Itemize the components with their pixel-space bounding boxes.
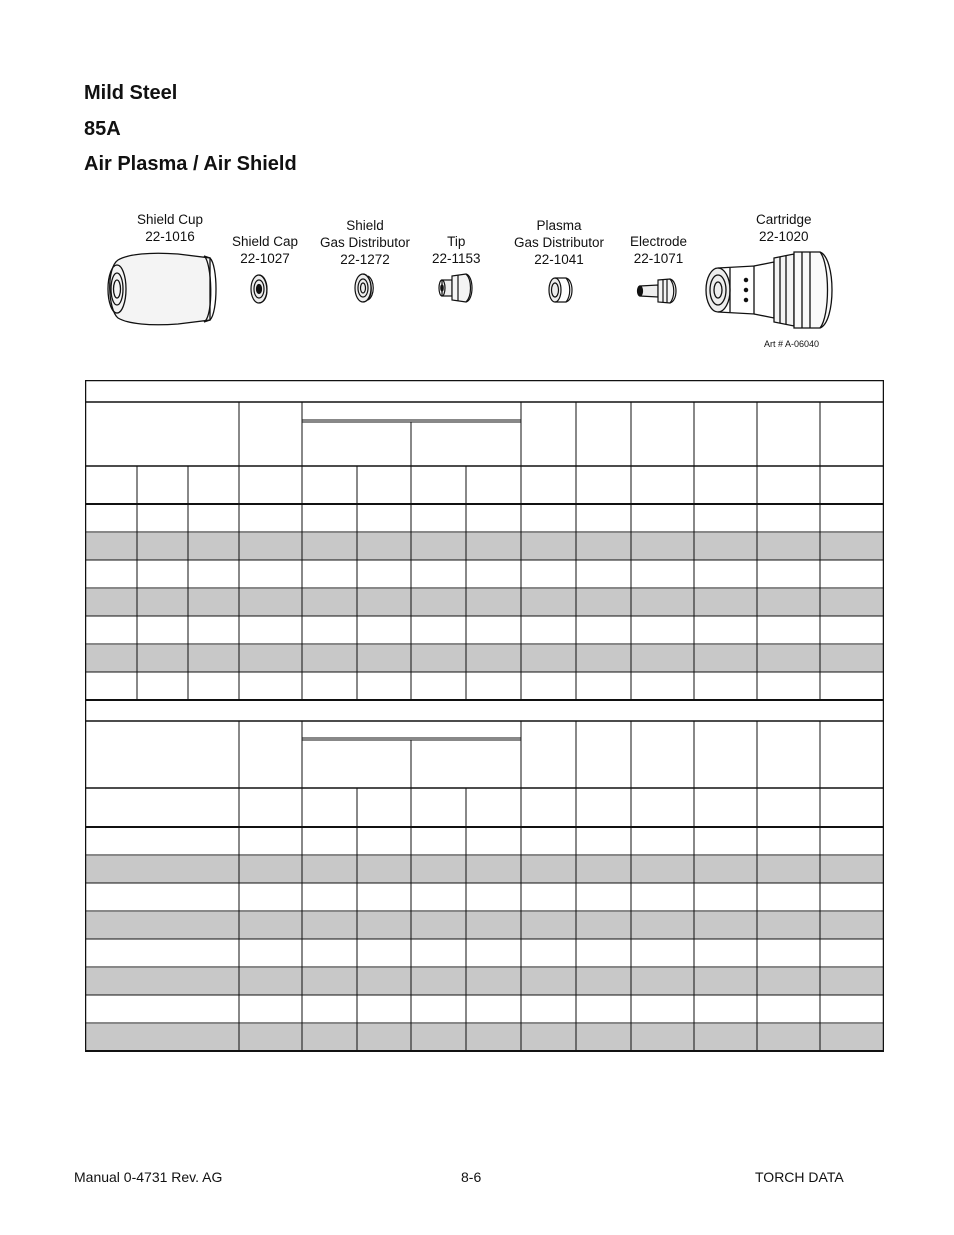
part-name: Shield [346,218,384,233]
part-name: Cartridge [756,212,812,227]
part-label-shield-cap [232,233,298,267]
shield-gas-distributor-icon [351,270,379,306]
part-label-shield-cup [137,211,203,245]
electrode-icon [636,276,682,306]
shaded-row [86,533,883,560]
part-label-tip [432,233,481,267]
part-name: Tip [447,234,466,249]
part-number: 22-1016 [145,229,195,244]
part-number: 22-1041 [534,252,584,267]
footer-page-number: 8-6 [461,1169,482,1185]
footer-section: TORCH DATA [755,1169,844,1185]
part-number: 22-1153 [432,251,481,266]
part-number: 22-1071 [633,251,684,266]
part-name: Shield Cap [232,234,299,249]
shaded-row [86,1024,883,1051]
part-name: Plasma [536,218,582,233]
part-number: 22-1272 [340,252,390,267]
art-reference: Art # A-06040 [764,339,820,349]
current-heading: 85A [84,118,121,140]
cutting-data-table [85,380,884,1052]
part-label-plasma-gas-distributor [514,217,604,268]
part-number: 22-1020 [758,229,809,244]
plasma-gas-distributor-icon [546,274,576,306]
shaded-row [86,589,883,616]
shaded-row [86,968,883,995]
material-heading: Mild Steel [84,82,178,104]
footer-manual: Manual 0-4731 Rev. AG [74,1169,223,1185]
gas-heading: Air Plasma / Air Shield [84,153,297,175]
shaded-row [86,645,883,672]
part-label-shield-gas-distributor [320,217,410,268]
shield-cap-icon [248,272,274,306]
cartridge-icon [702,244,838,336]
table-shading [86,533,883,1051]
shield-cup-icon [100,248,220,330]
part-name: Electrode [630,234,688,249]
shaded-row [86,856,883,883]
part-name-line2: Gas Distributor [320,235,411,250]
shaded-row [86,912,883,939]
tip-icon [436,270,478,306]
part-name: Shield Cup [137,212,204,227]
part-label-cartridge [756,211,812,245]
part-number: 22-1027 [240,251,290,266]
table-grid-lines [85,380,884,1052]
part-name-line2: Gas Distributor [514,235,605,250]
part-label-electrode [630,233,687,267]
